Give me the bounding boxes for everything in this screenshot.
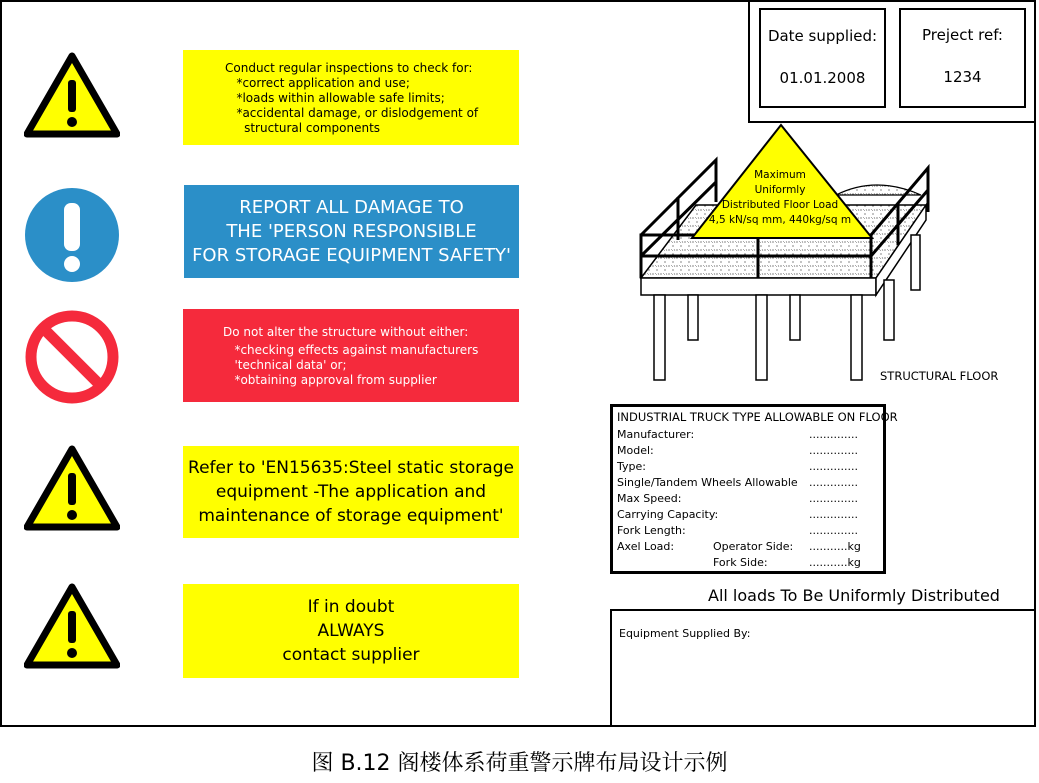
truck-row-label: Fork Length: [617, 524, 686, 537]
sign-line: *checking effects against manufacturers [223, 342, 479, 357]
floor-load-line: 4,5 kN/sq mm, 440kg/sq m [708, 214, 852, 226]
refer-standard-sign [183, 446, 519, 538]
truck-row-value: .............. [809, 524, 858, 537]
sign-line: Do not alter the structure without either: [223, 324, 469, 339]
sign-line: Conduct regular inspections to check for: [225, 60, 473, 75]
fork-side-value: ...........kg [809, 556, 861, 569]
truck-row-label: Type: [617, 460, 646, 473]
sign-line: contact supplier [282, 644, 420, 665]
truck-table-title: INDUSTRIAL TRUCK TYPE ALLOWABLE ON FLOOR [617, 410, 898, 424]
truck-row-label: Carrying Capacity: [617, 508, 719, 521]
figure-caption: 图 B.12 阁楼体系荷重警示牌布局设计示例 [311, 751, 728, 776]
structural-floor-label: STRUCTURAL FLOOR [880, 369, 999, 383]
truck-row-value: .............. [809, 508, 858, 521]
floor-load-line: Distributed Floor Load [721, 199, 839, 211]
floor-load-line: Uniformly [754, 184, 806, 196]
truck-row-label: Max Speed: [617, 492, 682, 505]
sign-line: If in doubt [307, 596, 395, 617]
truck-row-value: .............. [809, 444, 858, 457]
prohibition-icon [24, 309, 120, 405]
mezzanine-floor-diagram [636, 120, 936, 385]
date-supplied-value: 01.01.2008 [779, 69, 866, 87]
sign-line: Refer to 'EN15635:Steel static storage [188, 457, 514, 478]
do-not-alter-sign [183, 309, 519, 402]
floor-load-label [690, 168, 870, 228]
sign-line: FOR STORAGE EQUIPMENT SAFETY' [192, 244, 511, 266]
sign-line: THE 'PERSON RESPONSIBLE [226, 220, 477, 242]
warning-triangle-icon [24, 583, 120, 669]
fork-side-label: Fork Side: [713, 556, 768, 569]
truck-row-value: .............. [809, 476, 858, 489]
operator-side-label: Operator Side: [713, 540, 794, 553]
project-ref-box [899, 8, 1026, 108]
project-ref-value: 1234 [943, 68, 982, 86]
truck-row-label: Model: [617, 444, 654, 457]
report-damage-sign [184, 185, 519, 278]
uniform-load-note: All loads To Be Uniformly Distributed [708, 586, 1000, 605]
sign-line: *accidental damage, or dislodgement of [225, 105, 479, 120]
sign-line: maintenance of storage equipment' [198, 505, 504, 526]
floor-load-line: Maximum [754, 169, 806, 181]
inspection-sign [183, 50, 519, 145]
supplier-box [610, 609, 1036, 727]
sign-line: *loads within allowable safe limits; [225, 90, 445, 105]
date-supplied-label: Date supplied: [767, 27, 878, 45]
truck-row-value: .............. [809, 460, 858, 473]
warning-triangle-icon [24, 445, 120, 531]
sign-line: *correct application and use; [225, 75, 410, 90]
truck-row-label: Manufacturer: [617, 428, 695, 441]
supplier-label: Equipment Supplied By: [619, 627, 751, 640]
sign-line: *obtaining approval from supplier [223, 372, 437, 387]
truck-row-value: .............. [809, 492, 858, 505]
truck-row-label: Single/Tandem Wheels Allowable [617, 476, 798, 489]
info-exclamation-icon [24, 187, 120, 283]
truck-row-value: .............. [809, 428, 858, 441]
operator-side-value: ...........kg [809, 540, 861, 553]
sign-line: equipment -The application and [215, 481, 487, 502]
warning-triangle-icon [24, 52, 120, 138]
sign-line: structural components [225, 120, 381, 135]
axel-load-label: Axel Load: [617, 540, 675, 553]
truck-info-table [610, 404, 898, 574]
sign-line: REPORT ALL DAMAGE TO [239, 196, 464, 218]
contact-supplier-sign [183, 584, 519, 678]
date-supplied-box [759, 8, 886, 108]
sign-line: ALWAYS [317, 620, 385, 641]
sign-line: 'technical data' or; [223, 357, 347, 372]
project-ref-label: Preject ref: [921, 26, 1003, 44]
